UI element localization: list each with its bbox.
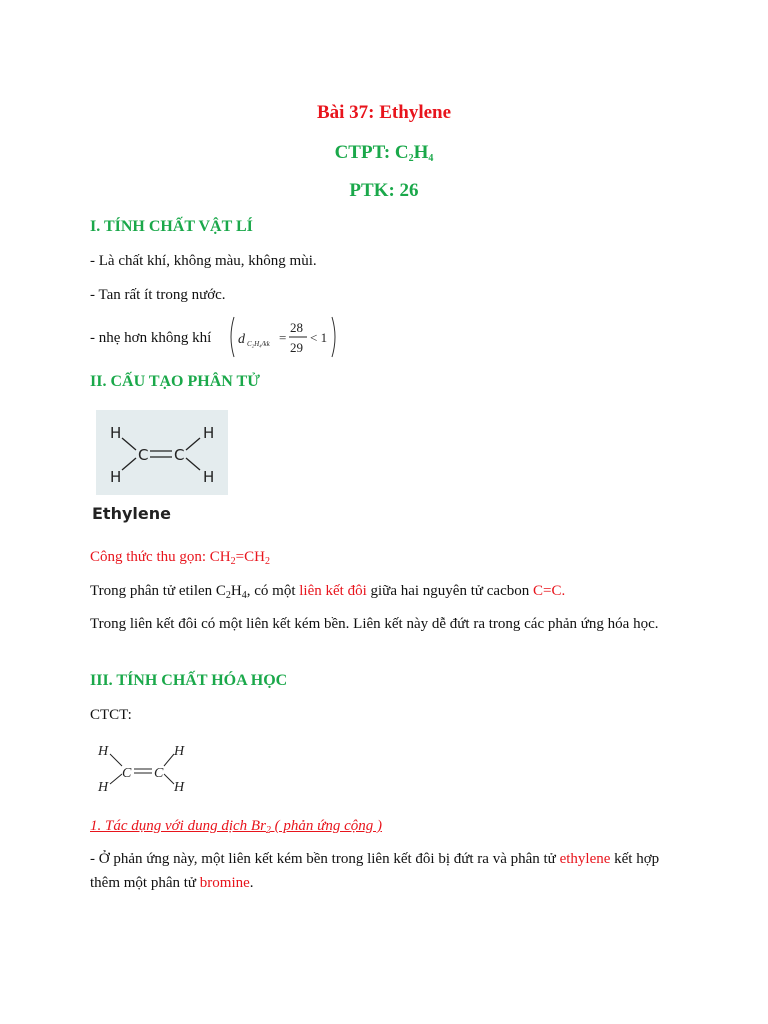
ctct-h-top-left: H: [98, 744, 109, 759]
ctct-label: CTCT:: [90, 707, 132, 723]
atom-h-top-right: H: [203, 424, 215, 442]
short-formula: Công thức thu gọn: $CH_2=CH_2$: [90, 549, 270, 567]
ctct-c-left: C: [122, 766, 132, 781]
atom-h-bottom-left: H: [110, 468, 122, 486]
ctct-h-top-right: H: [174, 744, 185, 759]
atom-c-right: C: [174, 446, 185, 464]
ctct-h-bottom-right: H: [174, 780, 185, 795]
atom-h-bottom-right: H: [203, 468, 215, 486]
section-3-heading: III. TÍNH CHẤT HÓA HỌC: [90, 672, 288, 689]
svg-text:=: =: [279, 330, 287, 345]
atom-c-left: C: [138, 446, 149, 464]
lesson-title: Bài 37: Ethylene: [316, 102, 452, 123]
section-1-heading: I. TÍNH CHẤT VẬT LÍ: [90, 218, 253, 235]
density-formula-graphic: [228, 315, 340, 359]
ctct-c-right: C: [154, 766, 164, 781]
ctct-structure-graphic: [92, 740, 192, 796]
formula-denominator: 29: [290, 340, 303, 355]
weak-bond-paragraph: Trong liên kết đôi có một liên kết kém bền. Liên kết này dễ đứt ra trong các phản ứng hóa học.: [90, 616, 659, 632]
structure-caption: Ethylene: [92, 504, 171, 523]
atom-h-top-left: H: [110, 424, 122, 442]
addition-reaction-paragraph: - Ở phản ứng này, một liên kết kém bền trong liên kết đôi bị đứt ra và phân tử ethylene kết hợp thêm một phân tử bromine.: [90, 851, 660, 891]
physical-property-3: - nhẹ hơn không khí: [90, 330, 212, 346]
molecular-weight: PTK: 26: [349, 180, 419, 201]
reaction-heading-br2: 1. Tác dụng với dung dịch $Br_2$ ( phản ứng cộng ): [90, 818, 382, 836]
section-2-heading: II. CẤU TẠO PHÂN TỬ: [90, 373, 260, 390]
ctct-h-bottom-left: H: [98, 780, 109, 795]
ethylene-structure-graphic: [96, 410, 228, 495]
formula-d-subscript: C₂H₄/kk: [247, 340, 270, 348]
ethylene-structure-image: [96, 410, 228, 495]
physical-property-1: - Là chất khí, không màu, không mùi.: [90, 253, 317, 269]
double-bond-paragraph: Trong phân tử etilen $C_2H_4$, có một liên kết đôi giữa hai nguyên tử cacbon C=C.: [90, 583, 566, 601]
density-formula: [228, 315, 340, 359]
formula-tail: < 1: [310, 330, 328, 345]
formula-d: d: [238, 332, 245, 347]
molecular-formula: CTPT: $C_2H_4$: [334, 142, 434, 164]
formula-numerator: 28: [290, 320, 303, 335]
physical-property-2: - Tan rất ít trong nước.: [90, 287, 226, 303]
